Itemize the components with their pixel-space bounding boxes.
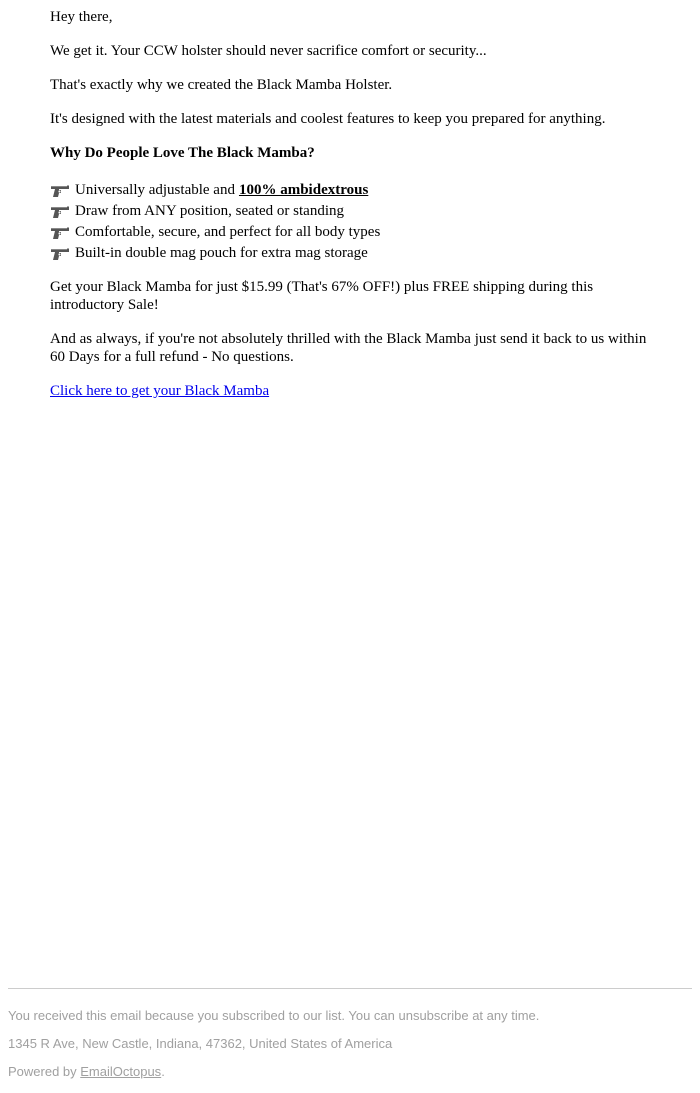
list-item	[50, 222, 650, 243]
subscription-notice: You received this email because you subscribed to our list. You can unsubscribe at any time.	[8, 1008, 540, 1023]
feature-text: Universally adjustable and	[75, 182, 235, 198]
feature-text: Comfortable, secure, and perfect for all body types	[75, 224, 381, 240]
powered-by	[8, 1064, 692, 1080]
list-item	[50, 243, 650, 264]
pistol-icon	[50, 205, 70, 219]
features-list	[50, 180, 650, 264]
intro-text: We get it. Your CCW holster should never sacrifice comfort or security...	[50, 43, 487, 59]
pistol-icon	[50, 184, 70, 198]
footer-divider	[8, 988, 692, 989]
cta-paragraph	[50, 382, 650, 400]
footer-address: 1345 R Ave, New Castle, Indiana, 47362, United States of America	[8, 1036, 393, 1051]
powered-by-prefix: Powered by	[8, 1064, 81, 1079]
pistol-icon	[50, 247, 70, 261]
offer-text: Get your Black Mamba for just $15.99 (That's 67% OFF!) plus FREE shipping during this introductory Sale!	[50, 279, 594, 313]
pistol-icon	[50, 226, 70, 240]
features-heading: Why Do People Love The Black Mamba?	[50, 145, 315, 161]
greeting-text: Hey there,	[50, 9, 113, 25]
emailoctopus-link[interactable]: EmailOctopus	[80, 1064, 162, 1079]
feature-text: Built-in double mag pouch for extra mag storage	[75, 245, 368, 261]
powered-by-suffix: .	[161, 1064, 165, 1079]
feature-text: Draw from ANY position, seated or standing	[75, 203, 344, 219]
list-item	[50, 201, 650, 222]
feature-highlight: 100% ambidextrous	[238, 182, 369, 198]
cta-link[interactable]: Click here to get your Black Mamba	[50, 383, 270, 399]
list-item	[50, 180, 650, 201]
guarantee-text: And as always, if you're not absolutely thrilled with the Black Mamba just send it back to us within 60 Days for a full refund - No questions.	[50, 331, 647, 365]
designed-text: It's designed with the latest materials and coolest features to keep you prepared for anything.	[50, 111, 606, 127]
created-text: That's exactly why we created the Black Mamba Holster.	[50, 77, 393, 93]
